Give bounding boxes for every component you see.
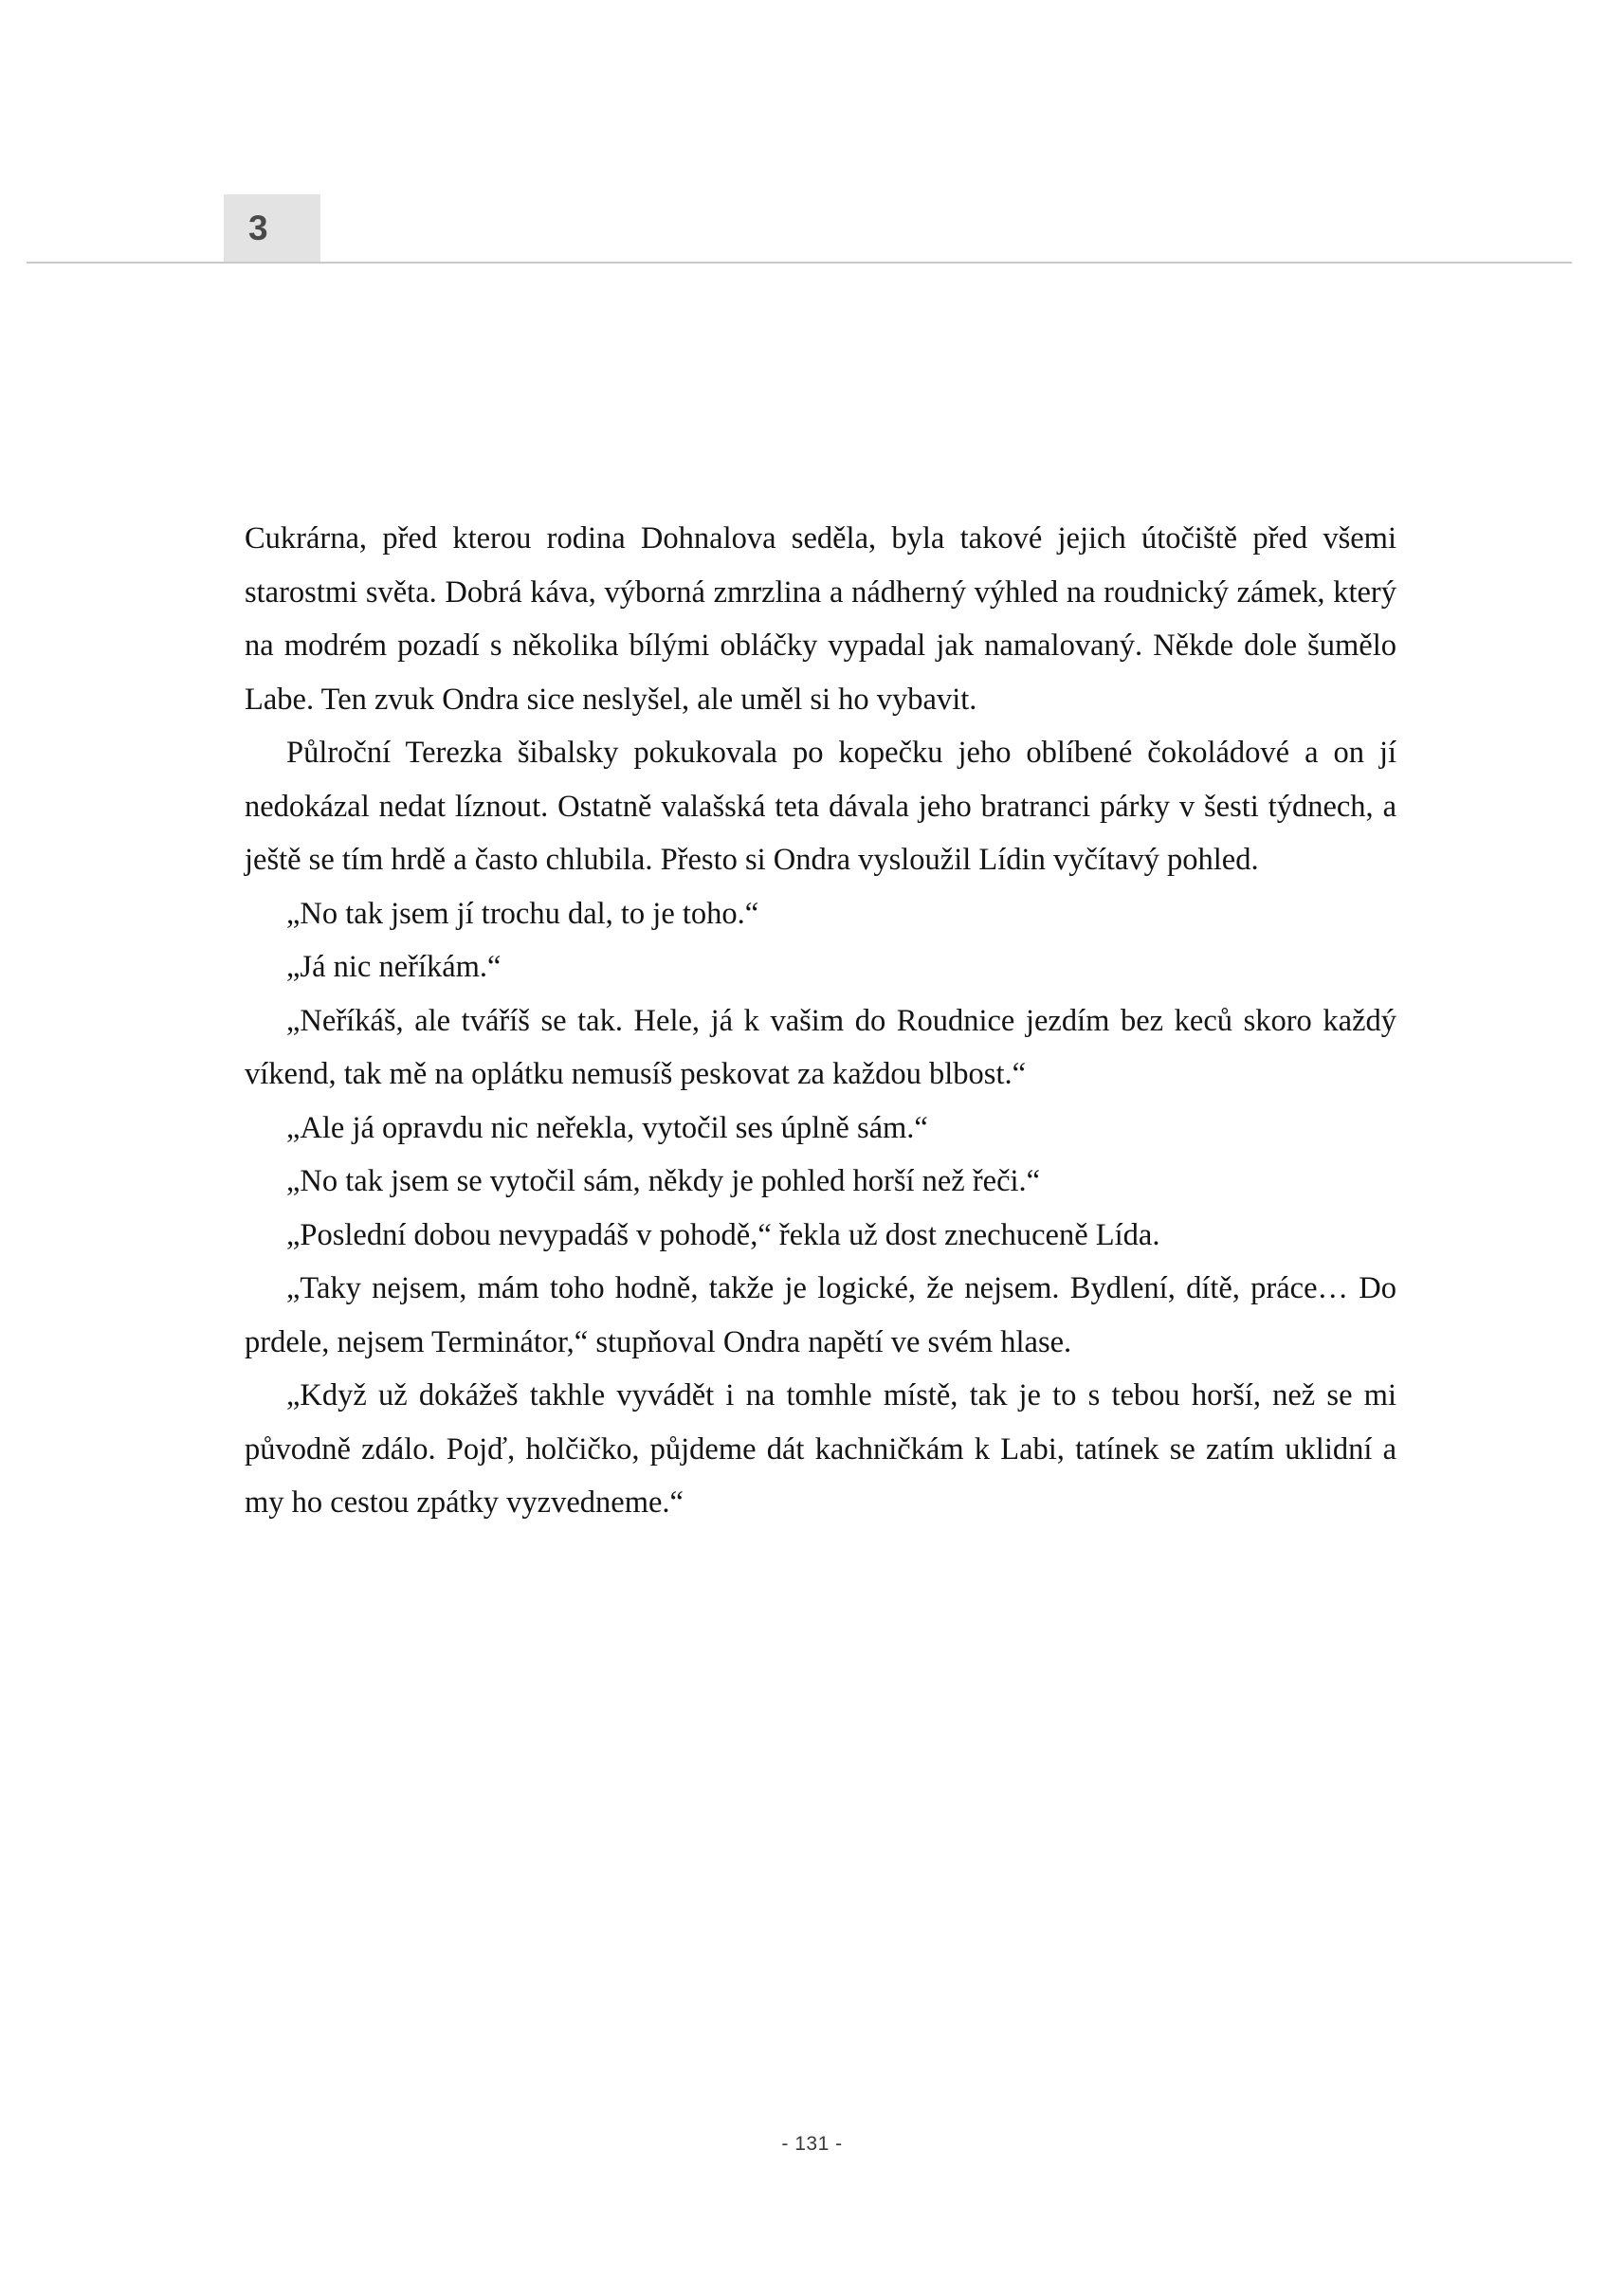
- paragraph: „Taky nejsem, mám toho hodně, takže je logické, že nejsem. Bydlení, dítě, práce… Do prdele, nejsem Terminátor,“ stupňoval Ondra napětí ve svém hlase.: [245, 1271, 1396, 1359]
- paragraph: „Ale já opravdu nic neřekla, vytočil ses úplně sám.“: [286, 1110, 928, 1145]
- paragraph: „Já nic neříkám.“: [286, 950, 502, 984]
- chapter-number: 3: [248, 208, 269, 247]
- chapter-number-badge: [224, 194, 320, 262]
- body-text: [245, 512, 1396, 1530]
- paragraph: „Když už dokážeš takhle vyvádět i na tomhle místě, tak je to s tebou horší, než se mi původně zdálo. Pojď, holčičko, půjdeme dát kachničkám k Labi, tatínek se zatím uklidní a my ho cestou zpátky vyzvedneme.“: [245, 1378, 1396, 1520]
- paragraph: „No tak jsem se vytočil sám, někdy je pohled horší než řeči.“: [286, 1164, 1041, 1198]
- paragraph: „Poslední dobou nevypadáš v pohodě,“ řekla už dost znechuceně Lída.: [286, 1217, 1160, 1252]
- header-divider: [27, 262, 1572, 264]
- chapter-header: [0, 194, 1624, 280]
- paragraph: „Neříkáš, ale tváříš se tak. Hele, já k vašim do Roudnice jezdím bez keců skoro každý víkend, tak mě na oplátku nemusíš peskovat za každou blbost.“: [245, 1003, 1396, 1091]
- paragraph: „No tak jsem jí trochu dal, to je toho.“: [286, 896, 759, 931]
- paragraph: Cukrárna, před kterou rodina Dohnalova seděla, byla takové jejich útočiště před všemi starostmi světa. Dobrá káva, výborná zmrzlina a nádherný výhled na roudnický zámek, který na modrém pozadí s několika bílými obláčky vypadal jak namalovaný. Někde dole šumělo Labe. Ten zvuk Ondra sice neslyšel, ale uměl si ho vybavit.: [245, 521, 1396, 717]
- paragraph: Půlroční Terezka šibalsky pokukovala po kopečku jeho oblíbené čokoládové a on jí nedokázal nedat líznout. Ostatně valašská teta dávala jeho bratranci párky v šesti týdnech, a ještě se tím hrdě a často chlubila. Přesto si Ondra vysloužil Lídin vyčítavý pohled.: [245, 736, 1396, 877]
- page-number: - 131 -: [781, 2133, 843, 2155]
